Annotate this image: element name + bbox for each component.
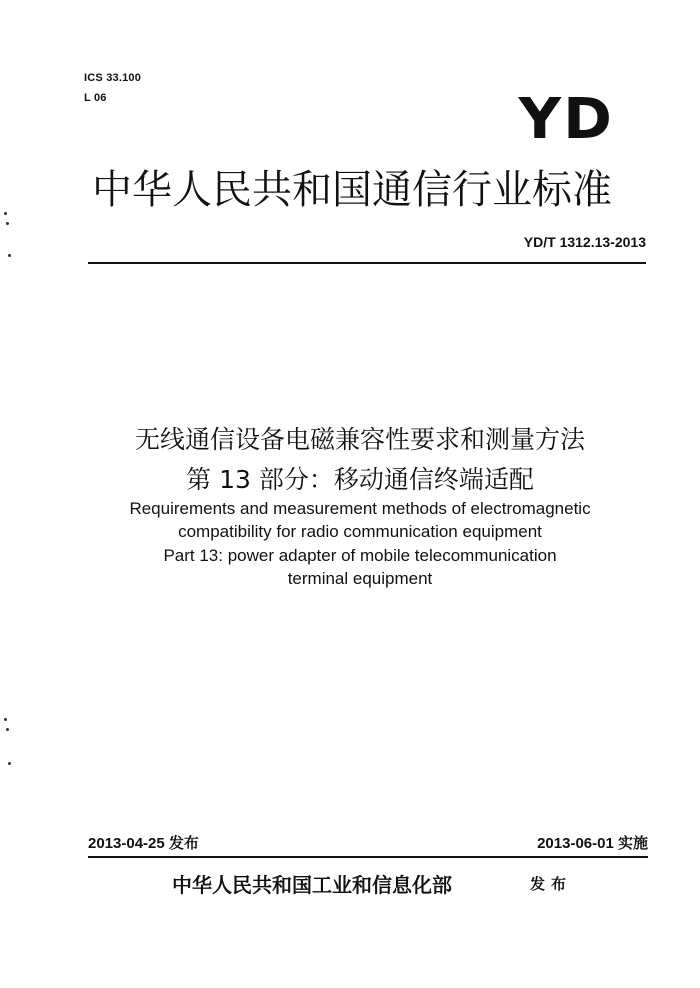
ics-code: ICS 33.100 bbox=[84, 72, 142, 84]
scan-speck bbox=[6, 728, 9, 731]
english-title-line-2: compatibility for radio communication equipment bbox=[178, 522, 542, 541]
yd-logo: YD bbox=[518, 87, 614, 152]
issuing-label: 发布 bbox=[530, 875, 573, 893]
english-title-line-4: terminal equipment bbox=[287, 569, 433, 588]
scan-speck bbox=[6, 222, 9, 225]
english-title-line-3: Part 13: power adapter of mobile telecommunication bbox=[163, 546, 557, 565]
bottom-divider bbox=[88, 856, 648, 858]
scan-speck bbox=[8, 254, 11, 257]
scan-speck bbox=[8, 762, 11, 765]
issuing-authority: 中华人民共和国工业和信息化部 bbox=[172, 873, 452, 897]
implementation-date: 2013-06-01 实施 bbox=[537, 835, 648, 852]
english-title-line-1: Requirements and measurement methods of electromagnetic bbox=[129, 499, 591, 518]
issue-date: 2013-04-25 发布 bbox=[88, 835, 199, 852]
ccs-code: L 06 bbox=[84, 92, 107, 104]
standard-number: YD/T 1312.13-2013 bbox=[523, 234, 646, 250]
scan-speck bbox=[4, 718, 7, 721]
standard-category-title: 中华人民共和国通信行业标准 bbox=[92, 167, 612, 213]
chinese-title-line-2: 第 13 部分：移动通信终端适配 bbox=[186, 465, 534, 494]
chinese-title-line-1: 无线通信设备电磁兼容性要求和测量方法 bbox=[134, 425, 585, 454]
scan-speck bbox=[4, 212, 7, 215]
top-divider bbox=[88, 262, 646, 264]
